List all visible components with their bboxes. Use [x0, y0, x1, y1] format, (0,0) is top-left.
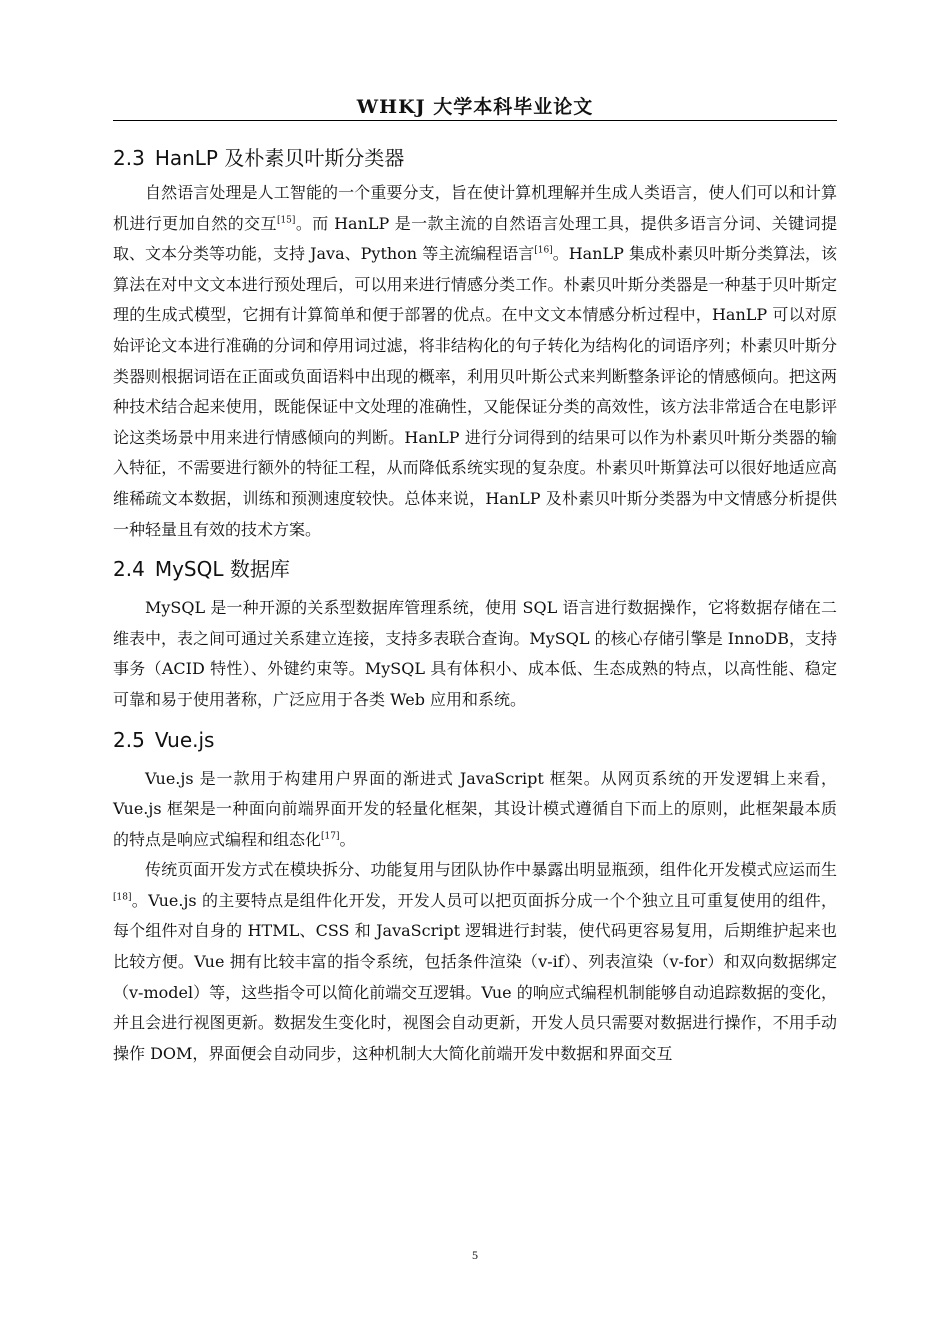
section-heading — [113, 140, 837, 176]
citation: [17] — [321, 831, 340, 842]
text-run: 。 — [339, 829, 356, 849]
page-number: 5 — [472, 1248, 478, 1262]
text-run: Vue.js 是一款用于构建用户界面的渐进式 JavaScript 框架。从网页系统的开发逻辑上来看，Vue.js 框架是一种面向前端界面开发的轻量化框架，其设计模式遵循自下而上的原则，此框架最本质的特点是响应式编程和组态化 — [113, 768, 837, 849]
body-paragraph — [113, 178, 837, 545]
running-header — [113, 92, 837, 121]
text-run: 。而 HanLP 是一款主流的自然语言处理工具，提供多语言分词、关键词提取、文本分类等功能，支持 Java、Python 等主流编程语言 — [113, 213, 837, 264]
section-2-5 — [113, 722, 837, 1070]
text-run: 传统页面开发方式在模块拆分、功能复用与团队协作中暴露出明显瓶颈，组件化开发模式应运而生 — [145, 860, 837, 880]
section-number: 2.3 — [113, 146, 145, 170]
text-run: 。HanLP 集成朴素贝叶斯分类算法，该算法在对中文文本进行预处理后，可以用来进行情感分类工作。朴素贝叶斯分类器是一种基于贝叶斯定理的生成式模型，它拥有计算简单和便于部署的优点。在中文文本情感分析过程中，HanLP 可以对原始评论文本进行准确的分词和停用词过滤，将非结构化的句子转化为结构化的词语序列；朴素贝叶斯分类器则根据词语在正面或负面语料中出现的概率，利用贝叶斯公式来判断整条评论的情感倾向。把这两种技术结合起来使用，既能保证中文处理的准确性，又能保证分类的高效性，该方法非常适合在电影评论这类场景中用来进行情感倾向的判断。HanLP 进行分词得到的结果可以作为朴素贝叶斯分类器的输入特征，不需要进行额外的特征工程，从而降低系统实现的复杂度。朴素贝叶斯算法可以很好地适应高维稀疏文本数据，训练和预测速度较快。总体来说，HanLP 及朴素贝叶斯分类器为中文情感分析提供一种轻量且有效的技术方案。 — [113, 244, 837, 539]
citation: [18] — [113, 892, 132, 903]
page-content — [113, 140, 837, 1069]
section-2-4 — [113, 551, 837, 715]
text-run: 。Vue.js 的主要特点是组件化开发，开发人员可以把页面拆分成一个个独立且可重复使用的组件，每个组件对自身的 HTML、CSS 和 JavaScript 逻辑进行封装，使代码更容易复用，后期维护起来也比较方便。Vue 拥有比较丰富的指令系统，包括条件渲染（v-if）、列表渲染（v-for）和双向数据绑定（v-model）等，这些指令可以简化前端交互逻辑。Vue 的响应式编程机制能够自动追踪数据的变化，并且会进行视图更新。数据发生变化时，视图会自动更新，开发人员只需要对数据进行操作，不用手动操作 DOM，界面便会自动同步，这种机制大大简化前端开发中数据和界面交互 — [113, 890, 837, 1063]
citation: [16] — [534, 245, 553, 256]
section-title: Vue.js — [154, 727, 215, 752]
body-paragraph — [113, 764, 837, 856]
section-title: MySQL 数据库 — [154, 557, 290, 582]
text-run: MySQL 是一种开源的关系型数据库管理系统，使用 SQL 语言进行数据操作，它将数据存储在二维表中，表之间可通过关系建立连接，支持多表联合查询。MySQL 的核心存储引擎是 InnoDB，支持事务（ACID 特性）、外键约束等。MySQL 具有体积小、成本低、生态成熟的特点，以高性能、稳定可靠和易于使用著称，广泛应用于各类 Web 应用和系统。 — [113, 598, 837, 709]
body-paragraph — [113, 593, 837, 715]
header-title: WHKJ 大学本科毕业论文 — [356, 96, 594, 118]
section-title: HanLP 及朴素贝叶斯分类器 — [154, 146, 405, 170]
body-paragraph — [113, 855, 837, 1069]
section-heading — [113, 551, 837, 587]
citation: [15] — [276, 215, 296, 226]
text-run: 自然语言处理是人工智能的一个重要分支，旨在使计算机理解并生成人类语言，使人们可以和计算机进行更加自然的交互 — [113, 183, 837, 233]
section-number: 2.4 — [113, 557, 145, 582]
section-heading — [113, 722, 837, 758]
section-number: 2.5 — [113, 727, 145, 752]
section-2-3 — [113, 140, 837, 545]
